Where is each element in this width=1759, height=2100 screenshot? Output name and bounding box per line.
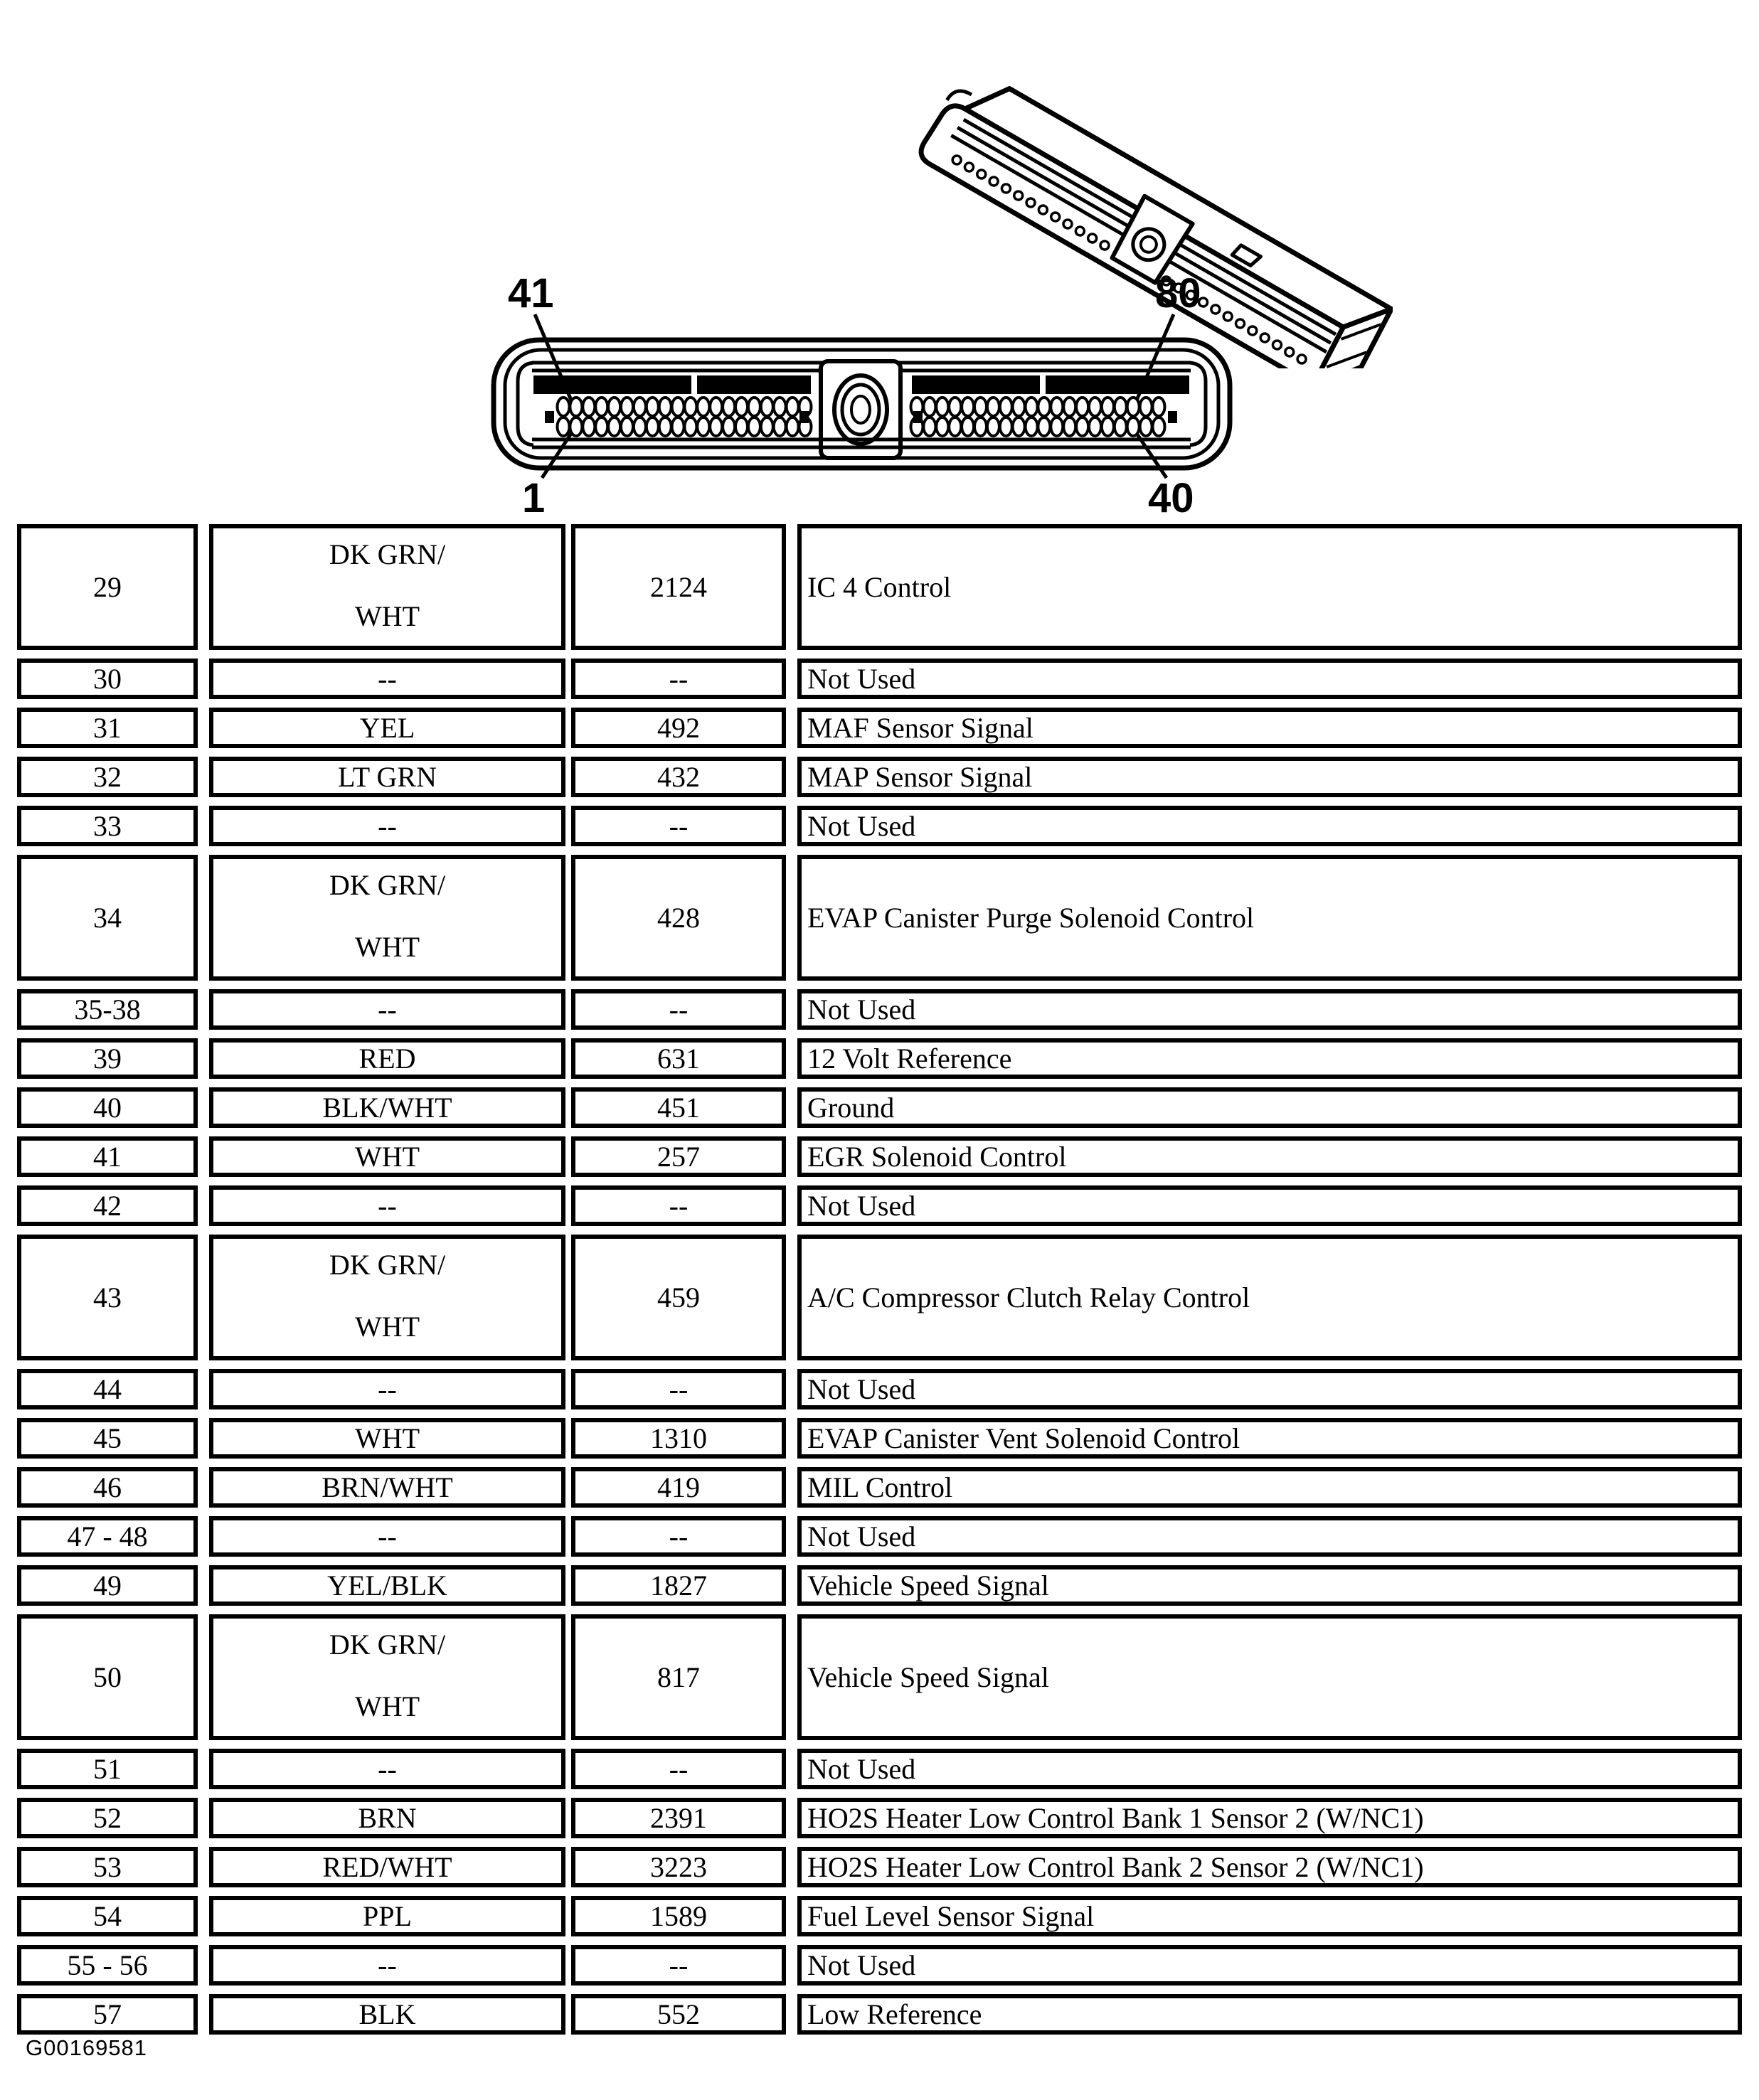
- circuit-cell: 459: [571, 1235, 786, 1360]
- table-row: [17, 1418, 1742, 1459]
- circuit-cell: --: [571, 1369, 786, 1409]
- table-row: [17, 989, 1742, 1030]
- connector-pin-label-41: 41: [508, 270, 554, 316]
- table-row: [17, 1945, 1742, 1986]
- circuit-cell: 492: [571, 708, 786, 748]
- pin-cell: 40: [17, 1087, 198, 1128]
- table-row: [17, 806, 1742, 846]
- table-row: [17, 1235, 1742, 1360]
- table-row: [17, 1749, 1742, 1789]
- circuit-cell: 3223: [571, 1847, 786, 1887]
- pin-cell: 54: [17, 1896, 198, 1936]
- circuit-cell: 1589: [571, 1896, 786, 1936]
- function-cell: EGR Solenoid Control: [797, 1136, 1742, 1177]
- wire-color-line: DK GRN/: [329, 1249, 446, 1281]
- wire-color-cell: BRN/WHT: [209, 1467, 565, 1508]
- pin-cell: 45: [17, 1418, 198, 1459]
- table-row: [17, 524, 1742, 650]
- function-cell: IC 4 Control: [797, 524, 1742, 650]
- pin-cell: 46: [17, 1467, 198, 1508]
- wire-color-cell: WHT: [209, 1418, 565, 1459]
- pin-cell: 47 - 48: [17, 1516, 198, 1557]
- function-cell: Not Used: [797, 659, 1742, 699]
- wire-color-cell: [209, 1235, 565, 1360]
- pin-cell: 33: [17, 806, 198, 846]
- circuit-cell: --: [571, 989, 786, 1030]
- pin-cell: 52: [17, 1798, 198, 1838]
- wire-color-cell: --: [209, 1185, 565, 1226]
- function-cell: MAP Sensor Signal: [797, 757, 1742, 797]
- table-row: [17, 1038, 1742, 1079]
- function-cell: Vehicle Speed Signal: [797, 1614, 1742, 1740]
- pcm-connector-front-view: [478, 256, 1250, 521]
- function-cell: MIL Control: [797, 1467, 1742, 1508]
- figure-id: G00169581: [26, 2035, 148, 2060]
- circuit-cell: --: [571, 1749, 786, 1789]
- table-row: [17, 1467, 1742, 1508]
- pin-cell: 57: [17, 1994, 198, 2035]
- wire-color-line: WHT: [354, 1311, 420, 1343]
- pin-cell: 42: [17, 1185, 198, 1226]
- pin-cell: 34: [17, 855, 198, 981]
- function-cell: Not Used: [797, 1749, 1742, 1789]
- function-cell: Fuel Level Sensor Signal: [797, 1896, 1742, 1936]
- table-row: [17, 1994, 1742, 2035]
- function-cell: Vehicle Speed Signal: [797, 1565, 1742, 1606]
- function-cell: Not Used: [797, 806, 1742, 846]
- table-row: [17, 1798, 1742, 1838]
- circuit-cell: 2124: [571, 524, 786, 650]
- wire-color-cell: --: [209, 659, 565, 699]
- pin-cell: 55 - 56: [17, 1945, 198, 1986]
- circuit-cell: 2391: [571, 1798, 786, 1838]
- table-row: [17, 1847, 1742, 1887]
- connector-pin-label-80: 80: [1155, 270, 1201, 316]
- pin-cell: 50: [17, 1614, 198, 1740]
- function-cell: MAF Sensor Signal: [797, 708, 1742, 748]
- pin-cell: 29: [17, 524, 198, 650]
- connector-pin-label-1: 1: [522, 475, 546, 521]
- wire-color-line: WHT: [354, 1690, 420, 1722]
- pin-cell: 49: [17, 1565, 198, 1606]
- function-cell: HO2S Heater Low Control Bank 1 Sensor 2 (W/NC1): [797, 1798, 1742, 1838]
- wire-color-cell: --: [209, 1749, 565, 1789]
- function-cell: Not Used: [797, 1516, 1742, 1557]
- circuit-cell: --: [571, 806, 786, 846]
- table-row: [17, 659, 1742, 699]
- table-row: [17, 1516, 1742, 1557]
- wire-color-cell: [209, 1614, 565, 1740]
- wire-color-line: WHT: [354, 600, 420, 632]
- wire-color-cell: BRN: [209, 1798, 565, 1838]
- function-cell: Ground: [797, 1087, 1742, 1128]
- table-row: [17, 1087, 1742, 1128]
- pin-cell: 51: [17, 1749, 198, 1789]
- function-cell: 12 Volt Reference: [797, 1038, 1742, 1079]
- circuit-cell: 1310: [571, 1418, 786, 1459]
- function-cell: Not Used: [797, 989, 1742, 1030]
- wire-color-cell: RED/WHT: [209, 1847, 565, 1887]
- table-row: [17, 1565, 1742, 1606]
- wire-color-line: DK GRN/: [329, 1629, 446, 1661]
- wire-color-cell: BLK: [209, 1994, 565, 2035]
- circuit-cell: --: [571, 1516, 786, 1557]
- connector-pin-label-40: 40: [1148, 475, 1194, 521]
- pin-cell: 35-38: [17, 989, 198, 1030]
- pin-cell: 44: [17, 1369, 198, 1409]
- wire-color-line: WHT: [354, 931, 420, 963]
- function-cell: Not Used: [797, 1369, 1742, 1409]
- wire-color-cell: LT GRN: [209, 757, 565, 797]
- wire-color-cell: WHT: [209, 1136, 565, 1177]
- circuit-cell: 419: [571, 1467, 786, 1508]
- pin-cell: 41: [17, 1136, 198, 1177]
- circuit-cell: 428: [571, 855, 786, 981]
- wire-color-cell: [209, 855, 565, 981]
- table-row: [17, 708, 1742, 748]
- function-cell: Not Used: [797, 1945, 1742, 1986]
- pinout-table: [17, 524, 1742, 2043]
- function-cell: Low Reference: [797, 1994, 1742, 2035]
- wire-color-cell: BLK/WHT: [209, 1087, 565, 1128]
- table-row: [17, 1614, 1742, 1740]
- circuit-cell: 257: [571, 1136, 786, 1177]
- wire-color-cell: --: [209, 989, 565, 1030]
- table-row: [17, 1896, 1742, 1936]
- wire-color-cell: --: [209, 806, 565, 846]
- pin-cell: 53: [17, 1847, 198, 1887]
- table-row: [17, 855, 1742, 981]
- wire-color-cell: --: [209, 1945, 565, 1986]
- circuit-cell: --: [571, 1945, 786, 1986]
- function-cell: A/C Compressor Clutch Relay Control: [797, 1235, 1742, 1360]
- circuit-cell: 432: [571, 757, 786, 797]
- wire-color-cell: --: [209, 1369, 565, 1409]
- wire-color-cell: YEL/BLK: [209, 1565, 565, 1606]
- circuit-cell: 1827: [571, 1565, 786, 1606]
- circuit-cell: 817: [571, 1614, 786, 1740]
- wire-color-cell: --: [209, 1516, 565, 1557]
- pin-cell: 43: [17, 1235, 198, 1360]
- function-cell: Not Used: [797, 1185, 1742, 1226]
- pin-cell: 32: [17, 757, 198, 797]
- function-cell: EVAP Canister Vent Solenoid Control: [797, 1418, 1742, 1459]
- wire-color-cell: [209, 524, 565, 650]
- table-row: [17, 1369, 1742, 1409]
- circuit-cell: --: [571, 659, 786, 699]
- table-row: [17, 757, 1742, 797]
- table-row: [17, 1185, 1742, 1226]
- function-cell: EVAP Canister Purge Solenoid Control: [797, 855, 1742, 981]
- pin-cell: 30: [17, 659, 198, 699]
- wire-color-line: DK GRN/: [329, 869, 446, 901]
- pin-cell: 31: [17, 708, 198, 748]
- function-cell: HO2S Heater Low Control Bank 2 Sensor 2 (W/NC1): [797, 1847, 1742, 1887]
- wire-color-line: DK GRN/: [329, 538, 446, 570]
- pin-cell: 39: [17, 1038, 198, 1079]
- circuit-cell: --: [571, 1185, 786, 1226]
- table-row: [17, 1136, 1742, 1177]
- wire-color-cell: PPL: [209, 1896, 565, 1936]
- circuit-cell: 552: [571, 1994, 786, 2035]
- wire-color-cell: RED: [209, 1038, 565, 1079]
- circuit-cell: 631: [571, 1038, 786, 1079]
- wire-color-cell: YEL: [209, 708, 565, 748]
- circuit-cell: 451: [571, 1087, 786, 1128]
